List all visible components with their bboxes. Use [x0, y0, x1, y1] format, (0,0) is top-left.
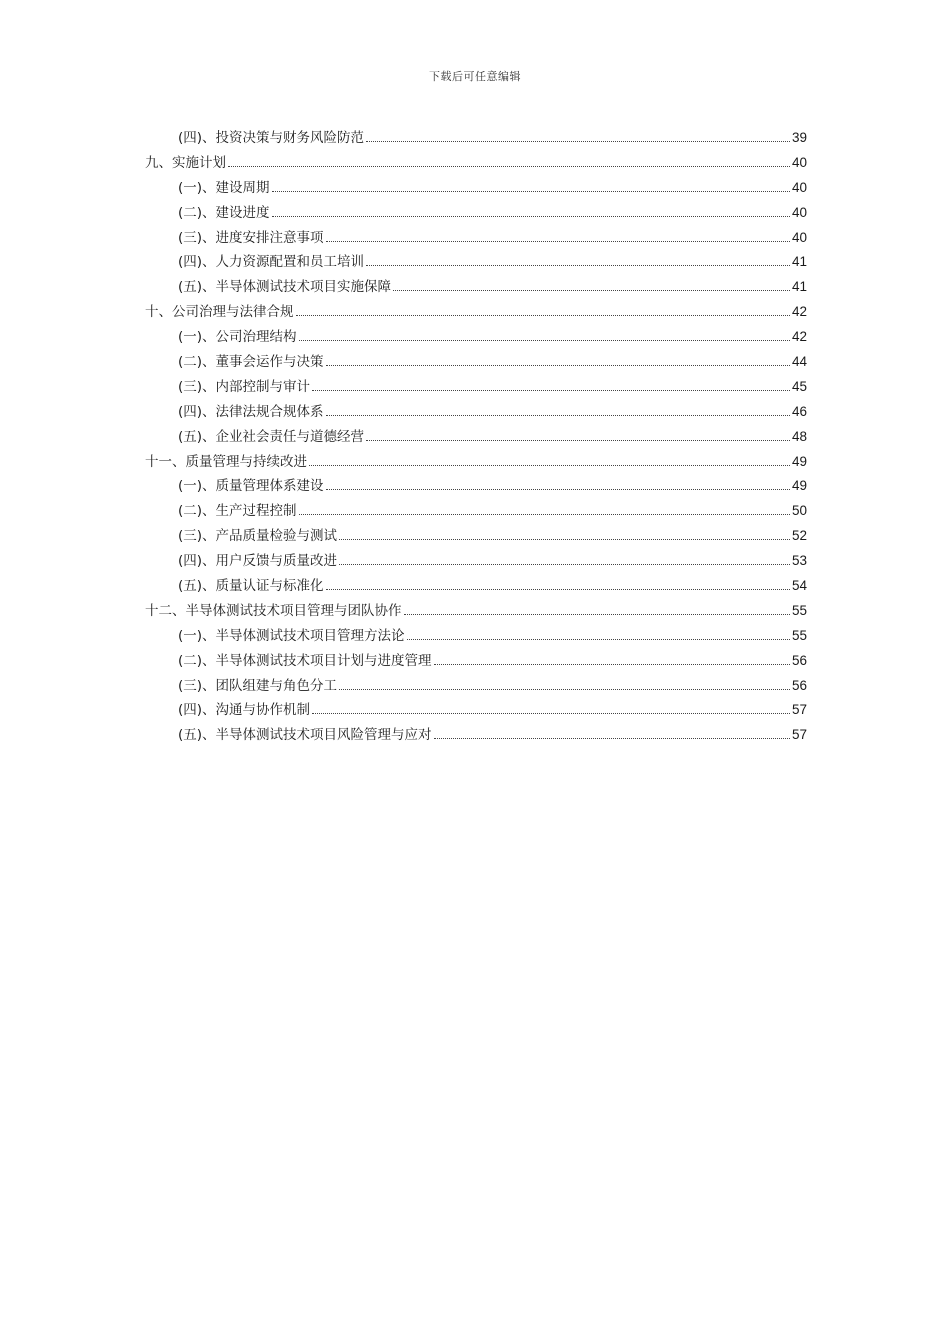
page-header: 下载后可任意编辑 — [429, 70, 521, 83]
toc-entry-title: (二)、董事会运作与决策 — [178, 354, 324, 371]
toc-entry[interactable] — [145, 450, 807, 475]
toc-dot-leader — [366, 265, 790, 266]
toc-entry[interactable] — [145, 400, 807, 425]
toc-entry-title: (四)、法律法规合规体系 — [178, 403, 324, 420]
toc-entry-title: (二)、生产过程控制 — [178, 503, 297, 520]
toc-entry-page-number: 55 — [791, 602, 807, 618]
toc-entry-title: (三)、团队组建与角色分工 — [178, 677, 338, 694]
toc-entry-title: (一)、建设周期 — [178, 179, 270, 196]
toc-entry[interactable] — [145, 723, 807, 748]
toc-entry-page-number: 41 — [791, 279, 807, 295]
toc-dot-leader — [326, 365, 790, 366]
toc-entry-title: 十一、质量管理与持续改进 — [145, 453, 307, 470]
toc-entry[interactable] — [145, 599, 807, 624]
toc-entry-title: (二)、建设进度 — [178, 204, 270, 221]
toc-entry-page-number: 57 — [791, 702, 807, 718]
toc-entry[interactable] — [145, 250, 807, 275]
toc-entry-page-number: 45 — [791, 378, 807, 394]
toc-entry-page-number: 53 — [791, 553, 807, 569]
table-of-contents — [145, 126, 807, 748]
toc-entry[interactable] — [145, 126, 807, 151]
toc-entry-page-number: 40 — [791, 179, 807, 195]
toc-entry-title: (五)、半导体测试技术项目实施保障 — [178, 279, 392, 296]
toc-entry-title: (一)、质量管理体系建设 — [178, 478, 324, 495]
toc-entry[interactable] — [145, 649, 807, 674]
toc-entry-page-number: 48 — [791, 428, 807, 444]
toc-entry[interactable] — [145, 375, 807, 400]
toc-entry-page-number: 42 — [791, 329, 807, 345]
toc-entry[interactable] — [145, 474, 807, 499]
toc-entry[interactable] — [145, 624, 807, 649]
toc-dot-leader — [272, 216, 790, 217]
toc-entry-page-number: 56 — [791, 652, 807, 668]
toc-entry-page-number: 50 — [791, 503, 807, 519]
toc-entry-title: 十二、半导体测试技术项目管理与团队协作 — [145, 602, 402, 619]
toc-dot-leader — [296, 315, 790, 316]
toc-entry-page-number: 49 — [791, 453, 807, 469]
toc-entry-page-number: 41 — [791, 254, 807, 270]
toc-dot-leader — [309, 465, 790, 466]
toc-entry[interactable] — [145, 325, 807, 350]
toc-dot-leader — [326, 415, 790, 416]
toc-entry-title: (四)、人力资源配置和员工培训 — [178, 254, 365, 271]
toc-entry-page-number: 46 — [791, 403, 807, 419]
toc-dot-leader — [312, 713, 790, 714]
toc-dot-leader — [299, 514, 790, 515]
toc-entry-title: (一)、半导体测试技术项目管理方法论 — [178, 627, 405, 644]
toc-dot-leader — [326, 489, 790, 490]
toc-dot-leader — [326, 241, 790, 242]
toc-entry-page-number: 57 — [791, 727, 807, 743]
toc-entry-page-number: 44 — [791, 354, 807, 370]
toc-entry-title: 十、公司治理与法律合规 — [145, 304, 294, 321]
toc-entry-title: (三)、产品质量检验与测试 — [178, 528, 338, 545]
toc-dot-leader — [228, 166, 790, 167]
toc-dot-leader — [393, 290, 790, 291]
toc-entry-title: (五)、质量认证与标准化 — [178, 578, 324, 595]
toc-dot-leader — [326, 589, 790, 590]
toc-dot-leader — [339, 564, 790, 565]
toc-dot-leader — [366, 440, 790, 441]
toc-entry[interactable] — [145, 176, 807, 201]
toc-entry-page-number: 40 — [791, 204, 807, 220]
toc-entry[interactable] — [145, 201, 807, 226]
toc-entry-page-number: 39 — [791, 130, 807, 145]
toc-entry-title: (五)、企业社会责任与道德经营 — [178, 428, 365, 445]
toc-entry-page-number: 52 — [791, 528, 807, 544]
toc-entry-title: (二)、半导体测试技术项目计划与进度管理 — [178, 652, 432, 669]
toc-dot-leader — [407, 639, 790, 640]
toc-entry[interactable] — [145, 350, 807, 375]
toc-dot-leader — [272, 191, 790, 192]
toc-entry-page-number: 42 — [791, 304, 807, 320]
toc-entry[interactable] — [145, 524, 807, 549]
toc-entry-page-number: 40 — [791, 229, 807, 245]
toc-entry-page-number: 49 — [791, 478, 807, 494]
toc-entry[interactable] — [145, 549, 807, 574]
toc-dot-leader — [404, 614, 790, 615]
toc-entry-title: (三)、进度安排注意事项 — [178, 229, 324, 246]
toc-entry[interactable] — [145, 674, 807, 699]
toc-entry-title: (三)、内部控制与审计 — [178, 378, 311, 395]
toc-entry-title: (四)、沟通与协作机制 — [178, 702, 311, 719]
toc-entry[interactable] — [145, 574, 807, 599]
toc-entry[interactable] — [145, 300, 807, 325]
toc-entry[interactable] — [145, 698, 807, 723]
toc-entry[interactable] — [145, 499, 807, 524]
toc-entry-page-number: 40 — [791, 154, 807, 170]
toc-entry-page-number: 55 — [791, 627, 807, 643]
toc-dot-leader — [434, 738, 790, 739]
toc-entry[interactable] — [145, 226, 807, 251]
toc-entry-title: 九、实施计划 — [145, 154, 226, 171]
toc-entry-page-number: 56 — [791, 677, 807, 693]
toc-entry-page-number: 54 — [791, 578, 807, 594]
toc-entry-title: (五)、半导体测试技术项目风险管理与应对 — [178, 727, 432, 744]
toc-entry[interactable] — [145, 425, 807, 450]
toc-dot-leader — [312, 390, 790, 391]
toc-entry-title: (四)、投资决策与财务风险防范 — [178, 130, 365, 146]
toc-dot-leader — [366, 141, 790, 142]
toc-dot-leader — [299, 340, 790, 341]
toc-dot-leader — [339, 539, 790, 540]
toc-entry[interactable] — [145, 151, 807, 176]
toc-entry-title: (四)、用户反馈与质量改进 — [178, 553, 338, 570]
toc-dot-leader — [434, 664, 790, 665]
toc-entry-title: (一)、公司治理结构 — [178, 329, 297, 346]
toc-dot-leader — [339, 689, 790, 690]
toc-entry[interactable] — [145, 275, 807, 300]
